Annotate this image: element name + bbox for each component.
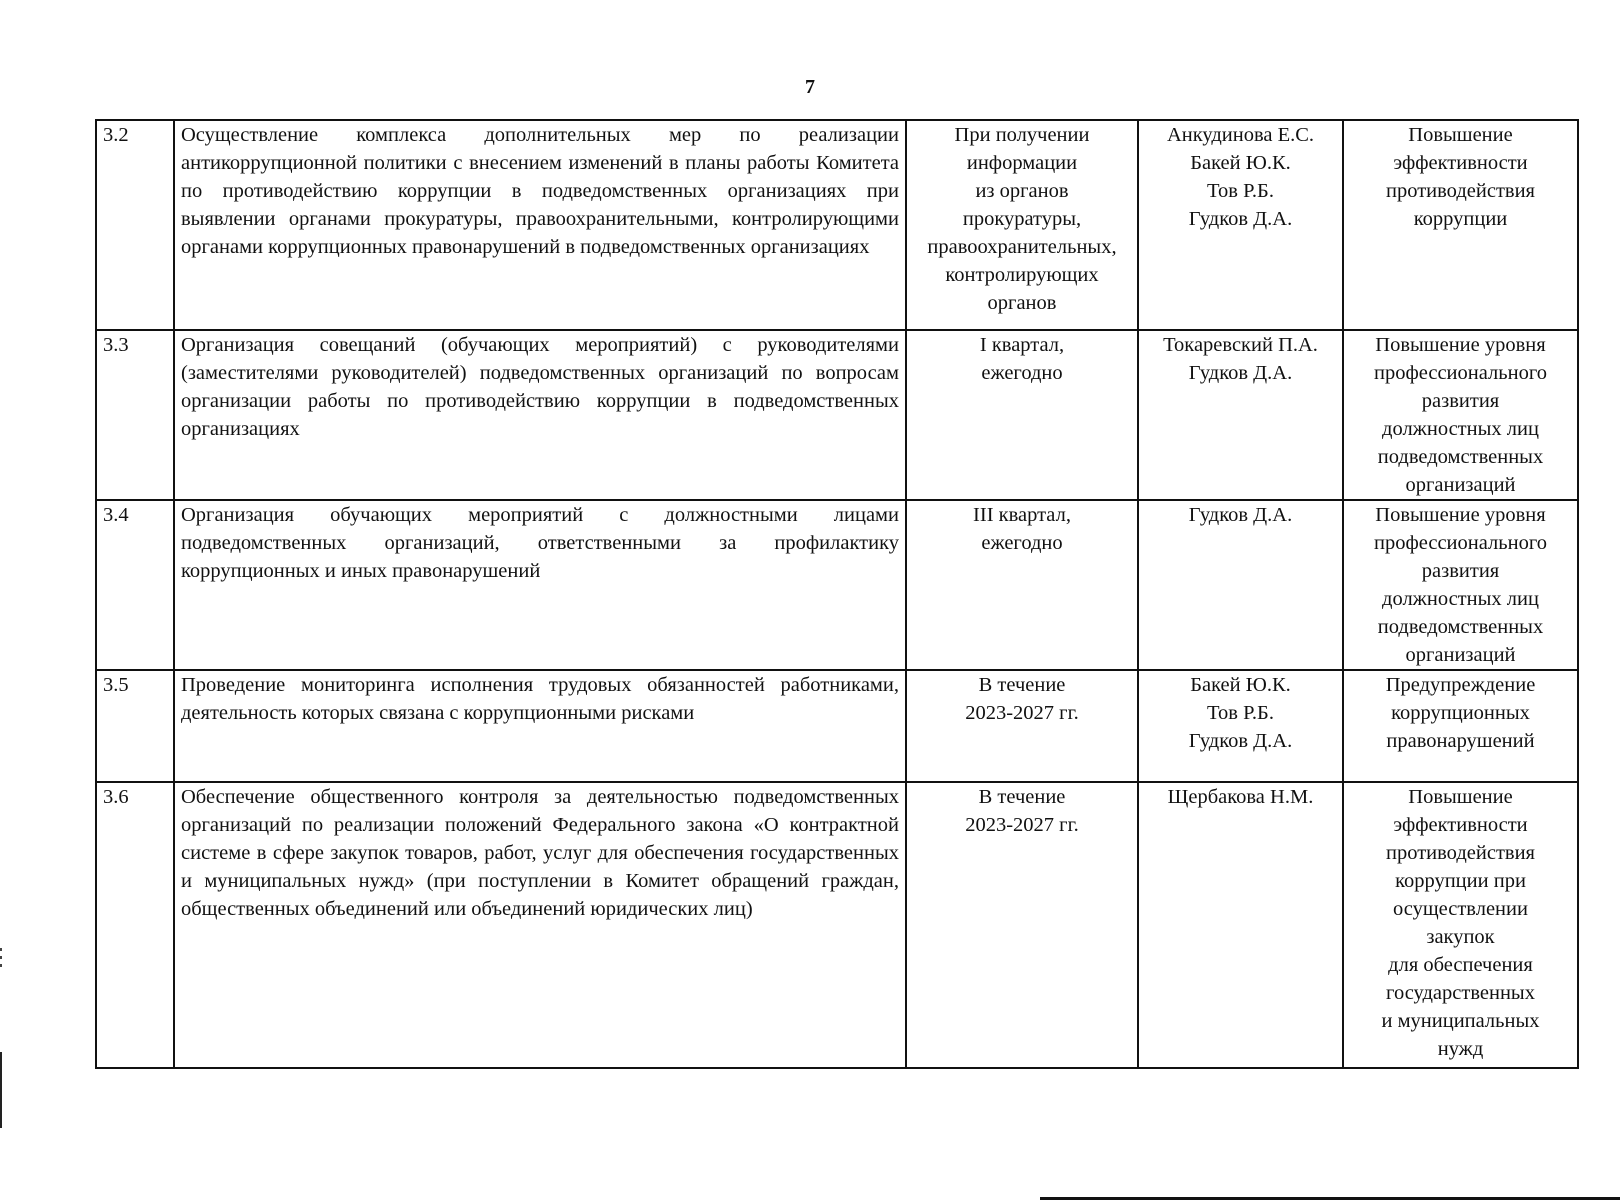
result-line: осуществлении xyxy=(1393,898,1528,920)
activity-description: Организация обучающих мероприятий с должностными лицами подведомственных организаций, ответственными за профилактику коррупционных и иных правонарушений xyxy=(174,500,906,670)
activity-description: Обеспечение общественного контроля за деятельностью подведомственных организаций по реализации положений Федерального закона «О контрактной системе в сфере закупок товаров, работ, услуг для обеспечения государственных и муниципальных нужд» (при поступлении в Комитет обращений граждан, общественных объединений или объединений юридических лиц) xyxy=(174,782,906,1068)
table-row xyxy=(96,500,1578,670)
result-line: коррупции xyxy=(1413,208,1508,230)
result-line: эффективности xyxy=(1393,152,1528,174)
responsible-person: Гудков Д.А. xyxy=(1188,362,1293,384)
result-line: профессионального xyxy=(1374,362,1547,384)
result-line: подведомственных xyxy=(1377,616,1544,638)
deadline-line: ежегодно xyxy=(981,362,1063,384)
result-line: развития xyxy=(1421,390,1500,412)
result-line: Повышение xyxy=(1408,786,1513,808)
responsible-person: Тов Р.Б. xyxy=(1207,180,1274,202)
responsible-cell xyxy=(1138,120,1343,330)
result-line: Повышение уровня xyxy=(1375,504,1546,526)
activity-description: Организация совещаний (обучающих мероприятий) с руководителями (заместителями руководителей) подведомственных организаций по вопросам организации работы по противодействию коррупции в подведомственных организациях xyxy=(174,330,906,500)
table-row xyxy=(96,330,1578,500)
deadline-line: ежегодно xyxy=(981,532,1063,554)
result-line: подведомственных xyxy=(1377,446,1544,468)
deadline-cell xyxy=(906,670,1138,782)
expected-result-cell xyxy=(1343,500,1578,670)
deadline-line: I квартал, xyxy=(979,334,1065,356)
result-line: организаций xyxy=(1405,474,1516,496)
responsible-person: Анкудинова Е.С. xyxy=(1166,124,1315,146)
result-line: коррупции при xyxy=(1395,870,1526,892)
deadline-line: В течение xyxy=(978,674,1066,696)
responsible-person: Щербакова Н.М. xyxy=(1167,786,1314,808)
result-line: правонарушений xyxy=(1386,730,1535,752)
deadline-line: из органов xyxy=(975,180,1069,202)
responsible-person: Бакей Ю.К. xyxy=(1190,152,1291,174)
result-line: противодействия xyxy=(1386,842,1535,864)
result-line: должностных лиц xyxy=(1382,588,1539,610)
deadline-line: прокуратуры, xyxy=(962,208,1082,230)
deadline-line: 2023-2027 гг. xyxy=(965,814,1079,836)
table-row xyxy=(96,120,1578,330)
responsible-cell xyxy=(1138,330,1343,500)
item-number: 3.4 xyxy=(96,500,174,670)
result-line: и муниципальных xyxy=(1381,1010,1540,1032)
result-line: профессионального xyxy=(1374,532,1547,554)
action-plan-table xyxy=(95,119,1579,1069)
deadline-line: органов xyxy=(987,292,1057,314)
table-row xyxy=(96,782,1578,1068)
deadline-line: В течение xyxy=(978,786,1066,808)
item-number: 3.6 xyxy=(96,782,174,1068)
result-line: государственных xyxy=(1386,982,1535,1004)
responsible-cell xyxy=(1138,500,1343,670)
result-line: коррупционных xyxy=(1391,702,1530,724)
deadline-line: правоохранительных, xyxy=(927,236,1117,258)
deadline-line: информации xyxy=(966,152,1078,174)
responsible-person: Гудков Д.А. xyxy=(1188,208,1293,230)
deadline-cell xyxy=(906,330,1138,500)
expected-result-cell xyxy=(1343,330,1578,500)
expected-result-cell xyxy=(1343,120,1578,330)
expected-result-cell xyxy=(1343,782,1578,1068)
scan-margin-dots xyxy=(0,948,2,972)
result-line: развития xyxy=(1421,560,1500,582)
activity-description: Проведение мониторинга исполнения трудовых обязанностей работниками, деятельность которых связана с коррупционными рисками xyxy=(174,670,906,782)
responsible-cell xyxy=(1138,782,1343,1068)
responsible-person: Бакей Ю.К. xyxy=(1190,674,1291,696)
result-line: Повышение уровня xyxy=(1375,334,1546,356)
item-number: 3.3 xyxy=(96,330,174,500)
deadline-line: 2023-2027 гг. xyxy=(965,702,1079,724)
table-row xyxy=(96,670,1578,782)
responsible-person: Токаревский П.А. xyxy=(1163,334,1318,356)
result-line: должностных лиц xyxy=(1382,418,1539,440)
result-line: нужд xyxy=(1437,1038,1484,1060)
expected-result-cell xyxy=(1343,670,1578,782)
result-line: организаций xyxy=(1405,644,1516,666)
responsible-person: Гудков Д.А. xyxy=(1188,730,1293,752)
deadline-cell xyxy=(906,500,1138,670)
item-number: 3.2 xyxy=(96,120,174,330)
deadline-line: При получении xyxy=(954,124,1090,146)
deadline-cell xyxy=(906,120,1138,330)
deadline-line: контролирующих xyxy=(945,264,1099,286)
responsible-person: Тов Р.Б. xyxy=(1207,702,1274,724)
responsible-cell xyxy=(1138,670,1343,782)
page-number: 7 xyxy=(805,76,815,98)
result-line: закупок xyxy=(1426,926,1495,948)
item-number: 3.5 xyxy=(96,670,174,782)
deadline-cell xyxy=(906,782,1138,1068)
result-line: для обеспечения xyxy=(1388,954,1533,976)
responsible-person: Гудков Д.А. xyxy=(1188,504,1293,526)
scan-margin-line xyxy=(0,1052,2,1128)
activity-description: Осуществление комплекса дополнительных мер по реализации антикоррупционной политики с внесением изменений в планы работы Комитета по противодействию коррупции в подведомственных организациях при выявлении органами прокуратуры, правоохранительными, контролирующими органами коррупционных правонарушений в подведомственных организациях xyxy=(174,120,906,330)
result-line: противодействия xyxy=(1386,180,1535,202)
deadline-line: III квартал, xyxy=(973,504,1071,526)
result-line: Предупреждение xyxy=(1385,674,1536,696)
result-line: эффективности xyxy=(1393,814,1528,836)
result-line: Повышение xyxy=(1408,124,1513,146)
